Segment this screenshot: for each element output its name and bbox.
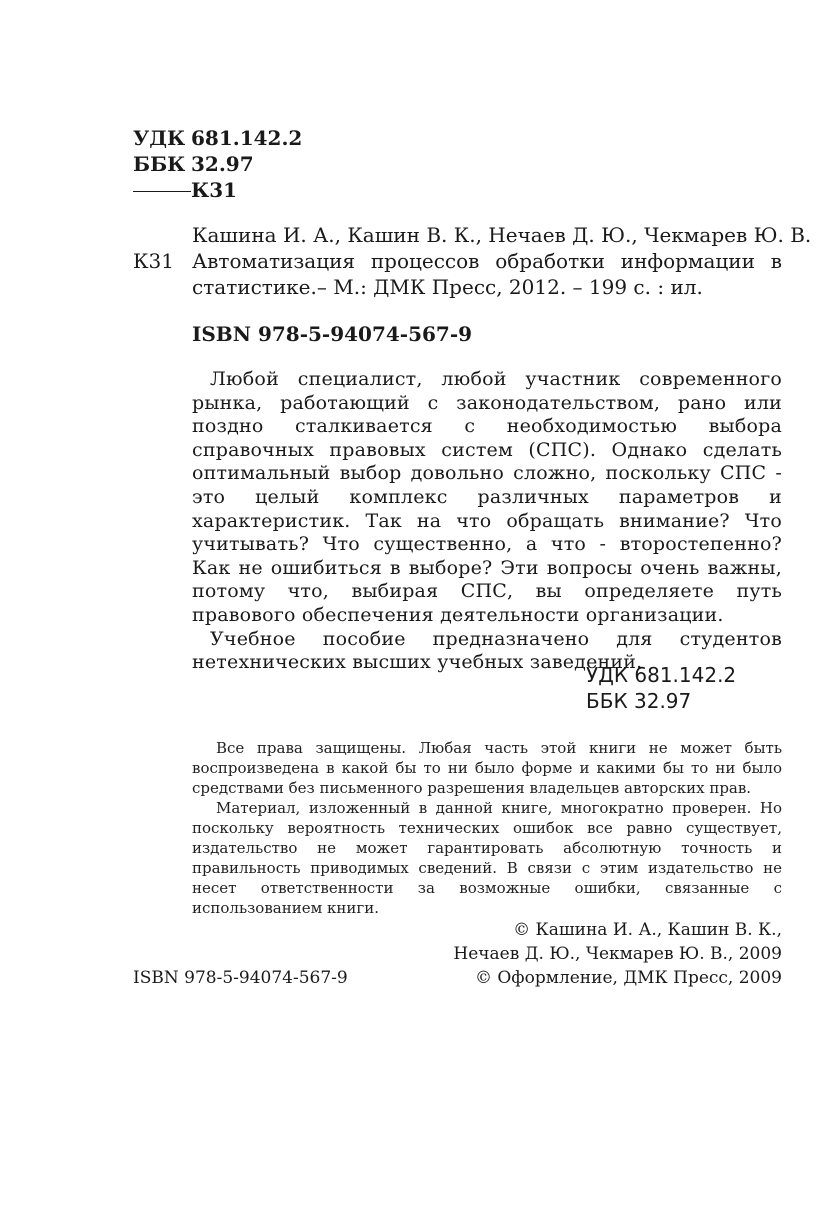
record-authors: Кашина И. А., Кашин В. К., Нечаев Д. Ю., Чекмарев Ю. В. <box>192 223 812 247</box>
udk-label: УДК <box>133 126 186 150</box>
copyright-block <box>453 918 782 990</box>
author-mark: К31 <box>191 178 238 202</box>
udk-value: 681.142.2 <box>191 126 303 150</box>
classification-block <box>133 125 302 203</box>
record-mark: К31 <box>133 249 174 273</box>
abstract <box>192 368 782 675</box>
copyright-line: Нечаев Д. Ю., Чекмарев Ю. В., 2009 <box>453 944 782 964</box>
bbk-value: 32.97 <box>191 152 254 176</box>
codes-block <box>586 662 736 714</box>
copyright-line: © Оформление, ДМК Пресс, 2009 <box>474 968 782 988</box>
copyright-line: © Кашина И. А., Кашин В. К., <box>513 920 782 940</box>
abstract-paragraph: Любой специалист, любой участник современного рынка, работающий с законодательством, рано или поздно сталкивается с необходимостью выбора справочных правовых систем (СПС). Однако сделать оптимальный выбор довольно сложно, поскольку СПС - это целый комплекс различных параметров и характеристик. Так на что обращать внимание? Что учитывать? Что существенно, а что - второстепенно? Как не ошибиться в выборе? Эти вопросы очень важны, потому что, выбирая СПС, вы определяете путь правового обеспечения деятельности организации. <box>192 368 782 626</box>
rights-notice <box>192 738 782 918</box>
rights-paragraph: Материал, изложенный в данной книге, многократно проверен. Но поскольку вероятность технических ошибок все равно существует, издательство не может гарантировать абсолютную точность и правильность приводимых сведений. В связи с этим издательство не несет ответственности за возможные ошибки, связанные с использованием книги. <box>192 799 782 917</box>
udk-row <box>133 125 302 151</box>
record-title: Автоматизация процессов обработки информации в статистике.– М.: ДМК Пресс, 2012. – 199 с. : ил. <box>192 249 782 299</box>
record-isbn: ISBN 978-5-94074-567-9 <box>192 322 473 346</box>
abstract-paragraph: Учебное пособие предназначено для студентов нетехнических высших учебных заведений. <box>192 627 782 674</box>
author-mark-row <box>133 177 302 203</box>
rights-paragraph: Все права защищены. Любая часть этой книги не может быть воспроизведена в какой бы то ни было форме и какими бы то ни было средствами без письменного разрешения владельцев авторских прав. <box>192 739 782 797</box>
bbk-code: ББК 32.97 <box>586 689 692 713</box>
bbk-label: ББК <box>133 152 186 176</box>
bbk-row <box>133 151 302 177</box>
udk-code: УДК 681.142.2 <box>586 663 737 687</box>
footer-isbn: ISBN 978-5-94074-567-9 <box>133 968 348 988</box>
author-mark-rule <box>133 177 191 192</box>
